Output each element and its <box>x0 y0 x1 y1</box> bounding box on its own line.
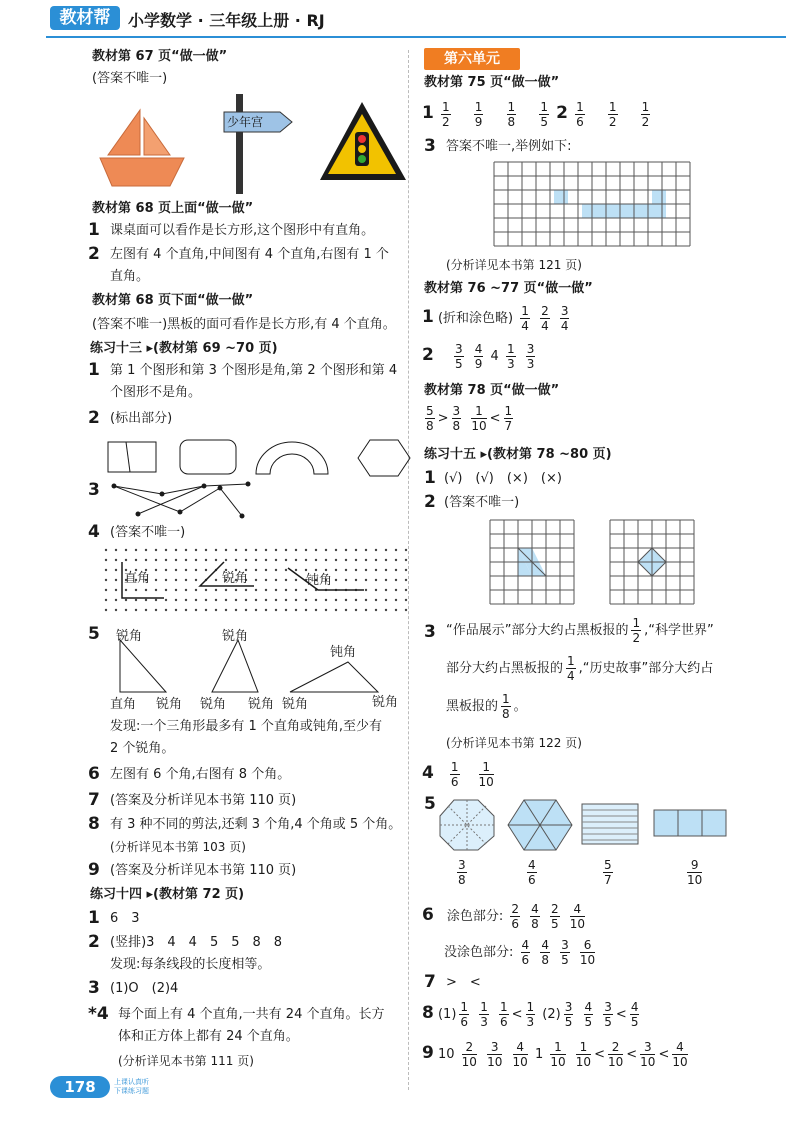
answer-text: (答案不唯一)黑板的面可看作是长方形,有 4 个直角。 <box>92 317 396 332</box>
header-rule <box>46 36 786 38</box>
answer-text: “作品展示”部分大约占黑板报的 $\frac{1}{2}$ ,“科学世界” <box>446 616 714 645</box>
answer-text: 第 1 个图形和第 3 个图形是角,第 2 个图形和第 4 <box>110 363 398 378</box>
angle-label: 锐角 <box>222 629 249 644</box>
answer-text: 体和正方体上都有 24 个直角。 <box>118 1029 299 1044</box>
signpost-figure <box>220 94 300 194</box>
note: (分析详见本书第 121 页) <box>446 258 582 272</box>
angle-label: 锐角 <box>116 629 143 644</box>
note: (分析详见本书第 111 页) <box>118 1054 254 1068</box>
exercise-title: 练习十四 ▸(教材第 72 页) <box>90 887 245 902</box>
section-title: 教材第 75 页“做一做” <box>424 75 560 90</box>
item-number: 2 <box>424 492 436 512</box>
answer-text: 黑板报的 $\frac{1}{8}$ 。 <box>446 692 527 721</box>
item-number: *4 <box>88 1004 109 1024</box>
brand-logo: 教材帮 <box>50 6 120 30</box>
dot-lines-figure <box>110 482 260 522</box>
note: (分析详见本书第 103 页) <box>110 840 246 854</box>
fraction-answer: 没涂色部分: $\frac{4}{6}$ $\frac{4}{8}$ $\frac{3}{5}$ $\frac{6}{10}$ <box>444 938 596 967</box>
angle-label: 锐角 <box>372 695 399 710</box>
angle-label: 锐角 <box>222 571 249 586</box>
shapes-parts-figure <box>440 798 740 852</box>
answer-text: 课桌面可以看作是长方形,这个图形中有直角。 <box>110 223 375 238</box>
item-number: 1 <box>88 360 100 380</box>
note: (分析详见本书第 122 页) <box>446 736 582 750</box>
page-header <box>0 0 800 36</box>
answer-text: 发现:一个三角形最多有 1 个直角或钝角,至少有 <box>110 719 383 734</box>
fraction-answer: $\frac{3}{8}$ <box>458 858 466 887</box>
answer-text: (答案及分析详见本书第 110 页) <box>110 863 297 878</box>
sailboat-figure <box>100 110 190 190</box>
section-title: 教材第 78 页“做一做” <box>424 383 560 398</box>
item-number: 2 <box>88 244 100 264</box>
fraction-answer: $\frac{5}{7}$ <box>604 858 612 887</box>
fraction-answer: 6 涂色部分: $\frac{2}{6}$ $\frac{4}{8}$ $\frac{2}{5}$ $\frac{4}{10}$ <box>422 902 586 931</box>
section-title: 教材第 76 ~77 页“做一做” <box>424 281 593 296</box>
answer-text: 部分大约占黑板报的 $\frac{1}{4}$ ,“历史故事”部分大约占 <box>446 654 714 683</box>
fraction-answer: $\frac{4}{6}$ <box>528 858 536 887</box>
answer-text: 6 3 <box>110 911 140 926</box>
item-number: 4 <box>88 522 100 542</box>
section-title: 教材第 68 页下面“做一做” <box>92 293 254 308</box>
answer-text: (答案不唯一) <box>444 495 520 510</box>
item-number: 6 <box>88 764 100 784</box>
answer-text: (答案不唯一) <box>110 525 186 540</box>
fraction-answer: $\frac{5}{8}$ > $\frac{3}{8}$ $\frac{1}{10}$ < $\frac{1}{7}$ <box>426 404 513 433</box>
unit-tag: 第六单元 <box>424 48 520 70</box>
fraction-answer: 9 10 $\frac{2}{10}$ $\frac{3}{10}$ $\frac{4}{10}$ 1 $\frac{1}{10}$ $\frac{1}{10}$ < $\frac{2}{10}$ < $\frac{3}{10}$ < $\frac{4}{10}$ <box>422 1040 688 1069</box>
item-number: 1 <box>88 908 100 928</box>
fraction-answer: 1 (折和涂色略) $\frac{1}{4}$ $\frac{2}{4}$ $\frac{3}{4}$ <box>422 304 569 333</box>
answer-text: 2 个锐角。 <box>110 741 175 756</box>
fraction-answer: $\frac{9}{10}$ <box>687 858 703 887</box>
page-number: 178 <box>50 1076 110 1098</box>
answer-text: 答案不唯一,举例如下: <box>446 139 572 154</box>
answer-text: 左图有 4 个直角,中间图有 4 个直角,右图有 1 个 <box>110 247 389 262</box>
answer-text: (竖排)3 4 4 5 5 8 8 <box>110 935 283 950</box>
answer-text: 个图形不是角。 <box>110 385 202 400</box>
section-title: 教材第 67 页“做一做” <box>92 49 228 64</box>
note: (答案不唯一) <box>92 71 168 86</box>
page-title: 小学数学 · 三年级上册 · RJ <box>128 11 325 30</box>
angle-label: 直角 <box>110 697 137 712</box>
item-number: 2 <box>88 932 100 952</box>
section-title: 教材第 68 页上面“做一做” <box>92 201 254 216</box>
footer-note: 上课认真听 下课练习题 <box>114 1078 149 1095</box>
item-number: 9 <box>88 860 100 880</box>
item-number: 3 <box>88 480 100 500</box>
answer-text: (√) (√) (×) (×) <box>444 471 562 486</box>
answer-text: 每个面上有 4 个直角,一共有 24 个直角。长方 <box>118 1007 385 1022</box>
item-number: 3 <box>424 622 436 642</box>
angle-label: 钝角 <box>306 573 333 588</box>
item-number: 7 <box>88 790 100 810</box>
exercise-title: 练习十五 ▸(教材第 78 ~80 页) <box>424 447 612 462</box>
traffic-sign-figure <box>318 100 408 184</box>
item-number: 3 <box>424 136 436 156</box>
answer-text: > < <box>446 975 481 990</box>
angle-label: 锐角 <box>248 697 275 712</box>
answer-text: 有 3 种不同的剪法,还剩 3 个角,4 个角或 5 个角。 <box>110 817 402 832</box>
signpost-label: 少年宫 <box>227 115 264 129</box>
answer-text: (1)O (2)4 <box>110 981 179 996</box>
item-number: 2 <box>88 408 100 428</box>
fraction-answer: 1 $\frac{1}{2}$ $\frac{1}{9}$ $\frac{1}{8}$ $\frac{1}{5}$ 2 $\frac{1}{6}$ $\frac{1}{2}$ $\frac{1}{2}$ <box>422 100 650 129</box>
fraction-answer: 2 $\frac{3}{5}$ $\frac{4}{9}$ 4 $\frac{1}{3}$ $\frac{3}{3}$ <box>422 342 535 371</box>
angle-label: 锐角 <box>282 697 309 712</box>
angle-label: 锐角 <box>200 697 227 712</box>
item-number: 3 <box>88 978 100 998</box>
shaded-grid-figure <box>490 520 700 604</box>
marked-shapes-figure <box>108 438 408 478</box>
item-number: 8 <box>88 814 100 834</box>
answer-text: 直角。 <box>110 269 150 284</box>
answer-text: (标出部分) <box>110 411 173 426</box>
angle-label: 直角 <box>124 571 151 586</box>
answer-text: 左图有 6 个角,右图有 8 个角。 <box>110 767 291 782</box>
column-divider <box>408 50 409 1090</box>
angle-label: 锐角 <box>156 697 183 712</box>
item-number: 7 <box>424 972 436 992</box>
answer-text: 发现:每条线段的长度相等。 <box>110 957 271 972</box>
angle-label: 钝角 <box>330 645 357 660</box>
exercise-title: 练习十三 ▸(教材第 69 ~70 页) <box>90 341 278 356</box>
item-number: 1 <box>88 220 100 240</box>
answer-text: (答案及分析详见本书第 110 页) <box>110 793 297 808</box>
item-number: 5 <box>424 794 436 814</box>
triangles-figure <box>108 640 408 700</box>
grid-figure <box>494 162 690 248</box>
fraction-answer: 4 $\frac{1}{6}$ $\frac{1}{10}$ <box>422 760 494 789</box>
fraction-answer: 8 (1) $\frac{1}{6}$ $\frac{1}{3}$ $\frac{1}{6}$ < $\frac{1}{3}$ (2) $\frac{3}{5}$ $\frac{4}{5}$ $\frac{3}{5}$ < $\frac{4}{5}$ <box>422 1000 639 1029</box>
item-number: 5 <box>88 624 100 644</box>
item-number: 1 <box>424 468 436 488</box>
